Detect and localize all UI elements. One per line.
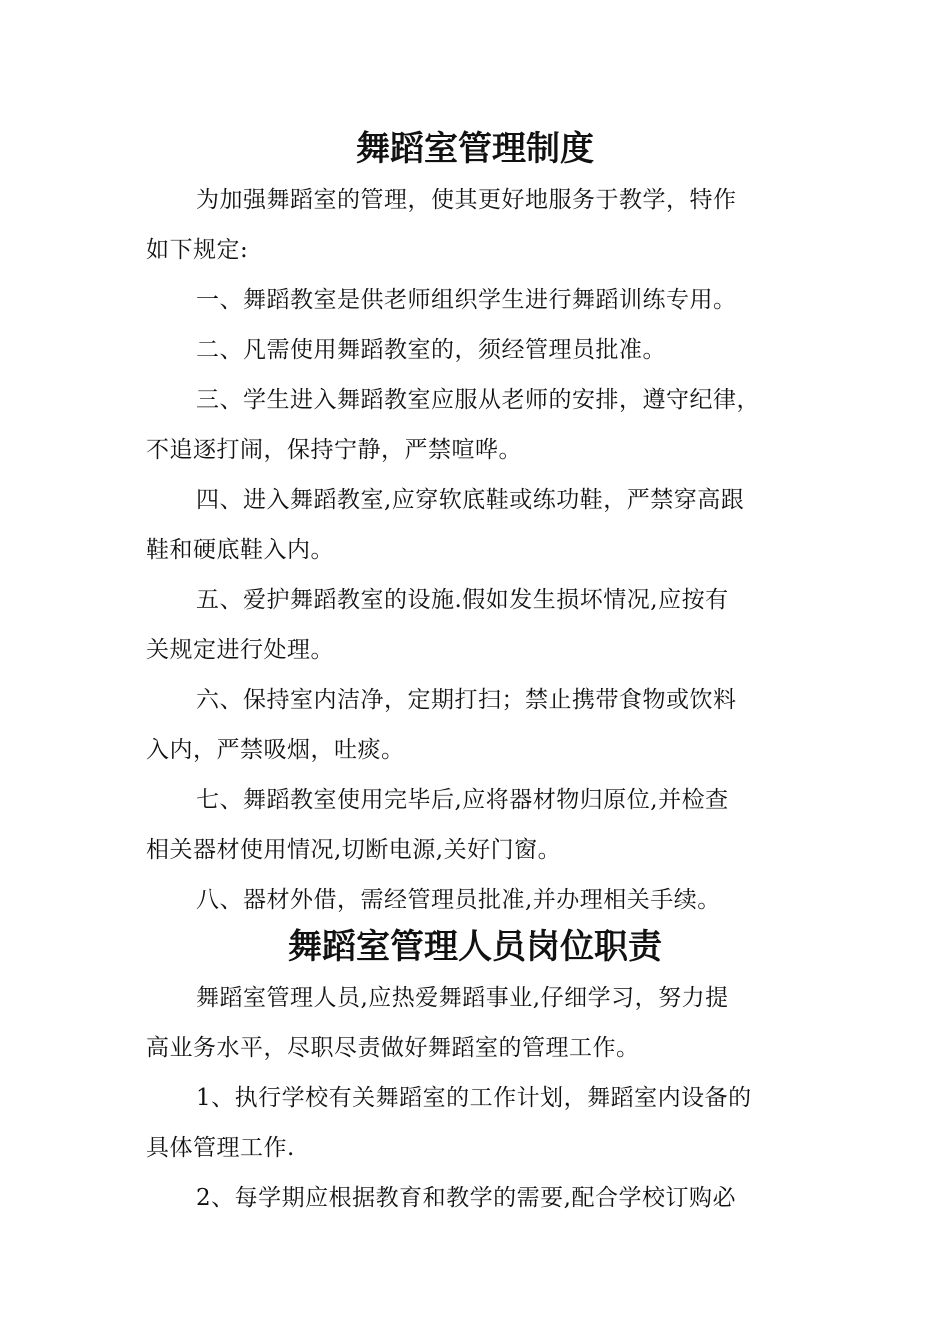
document-title: 舞蹈室管理制度 <box>356 129 594 169</box>
rule-line: 二、凡需使用舞蹈教室的，须经管理员批准。 <box>196 337 666 363</box>
rule-line: 三、学生进入舞蹈教室应服从老师的安排，遵守纪律， <box>196 387 760 413</box>
rule-line: 相关器材使用情况,切断电源,关好门窗。 <box>146 837 562 863</box>
duty-intro-line: 舞蹈室管理人员,应热爱舞蹈事业,仔细学习，努力提 <box>196 985 729 1011</box>
rule-line: 四、进入舞蹈教室,应穿软底鞋或练功鞋，严禁穿高跟 <box>196 487 745 513</box>
rule-line: 五、爱护舞蹈教室的设施.假如发生损坏情况,应按有 <box>196 587 729 613</box>
rule-line: 七、舞蹈教室使用完毕后,应将器材物归原位,并检查 <box>196 787 729 813</box>
intro-line: 如下规定: <box>146 237 249 263</box>
duty-line: 具体管理工作. <box>146 1135 295 1161</box>
duty-line: 2、每学期应根据教育和教学的需要,配合学校订购必 <box>196 1185 736 1211</box>
rule-line: 一、舞蹈教室是供老师组织学生进行舞蹈训练专用。 <box>196 287 737 313</box>
rule-line: 入内，严禁吸烟，吐痰。 <box>146 737 405 763</box>
intro-line: 为加强舞蹈室的管理，使其更好地服务于教学，特作 <box>196 187 737 213</box>
duty-line: 1、执行学校有关舞蹈室的工作计划，舞蹈室内设备的 <box>196 1085 752 1111</box>
rule-line: 八、器材外借，需经管理员批准,并办理相关手续。 <box>196 887 721 913</box>
rule-line: 关规定进行处理。 <box>146 637 334 663</box>
rule-line: 六、保持室内洁净，定期打扫；禁止携带食物或饮料 <box>196 687 737 713</box>
section-title: 舞蹈室管理人员岗位职责 <box>288 927 662 967</box>
duty-intro-line: 高业务水平，尽职尽责做好舞蹈室的管理工作。 <box>146 1035 640 1061</box>
rule-line: 鞋和硬底鞋入内。 <box>146 537 334 563</box>
rule-line: 不追逐打闹，保持宁静，严禁喧哗。 <box>146 437 522 463</box>
